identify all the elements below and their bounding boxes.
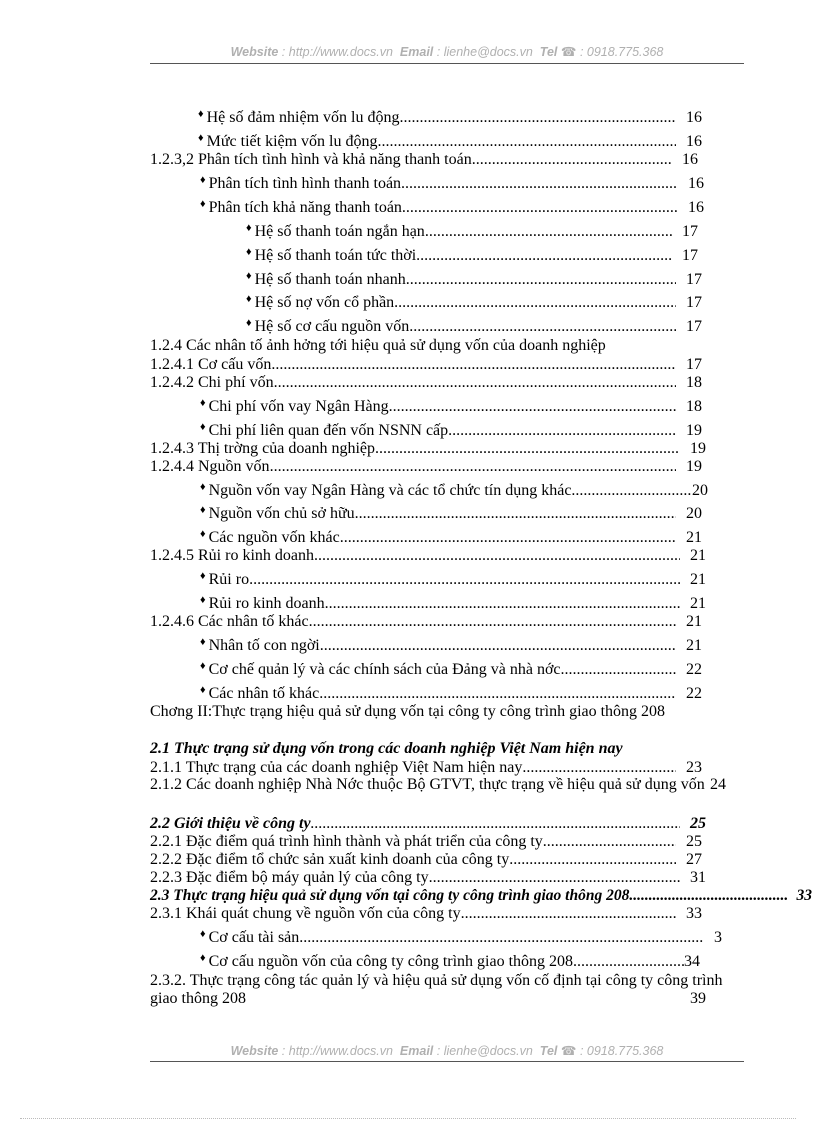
page-number: 18 [686,374,702,391]
toc-row[interactable]: ♦ Hệ số đảm nhiệm vốn lu động ..... 16 [198,108,702,129]
email-address[interactable]: : lienhe@docs.vn [436,1044,533,1058]
toc-row[interactable]: 1.2.4.6 Các nhân tố khác ..... 21 [150,612,702,632]
toc-row[interactable]: 1.2.3,2 Phân tích tình hình và khả năng thanh toán ..... 16 [150,150,698,170]
page-number: 17 [686,318,702,335]
toc-row[interactable]: ♦ Hệ số thanh toán ngắn hạn ..... 17 [246,222,698,243]
toc-row[interactable]: 2.3.1 Khái quát chung về nguồn vốn của công ty ..... 33 [150,904,702,924]
page-number: 23 [686,759,702,776]
email-label: Email [399,45,434,59]
page-number: 17 [686,356,702,373]
diamond-bullet-icon: ♦ [200,504,206,516]
page-number: 33 [686,905,702,922]
toc-row[interactable]: ♦ Rủi ro ..... 21 [200,570,706,591]
toc-row[interactable]: ♦ Các nguồn vốn khác ..... 21 [200,528,702,549]
diamond-bullet-icon: ♦ [246,270,252,282]
toc-row[interactable]: 2.2 Giới thiệu về công ty ..... 25 [150,814,706,834]
page-number: 21 [686,529,702,546]
website-label: Website [230,45,279,59]
diamond-bullet-icon: ♦ [200,660,206,672]
toc-row[interactable]: 2.2.2 Đặc điểm tổ chức sản xuất kinh doanh của công ty ..... 27 [150,850,702,870]
toc-row-wrapped[interactable]: 2.1.2 Các doanh nghiệp Nhà Nớc thuộc Bộ GTVT, thực trạng về hiệu quả sử dụng vốn 24 [150,776,726,793]
phone-icon: ☎ [560,45,577,59]
toc-row[interactable]: 1.2.4.3 Thị trờng của doanh nghiệp ..... 19 [150,439,706,459]
diamond-bullet-icon: ♦ [246,293,252,305]
diamond-bullet-icon: ♦ [200,397,206,409]
toc-row[interactable]: 1.2.4.1 Cơ cấu vốn ..... 17 [150,355,702,375]
toc-row[interactable]: ♦ Cơ cấu tài sản ..... 3 [200,928,722,949]
page-number: 17 [686,294,702,311]
tel-label: Tel [539,1044,558,1058]
toc-row[interactable]: ♦ Hệ số thanh toán tức thời ..... 17 [246,246,698,267]
page-number: 31 [690,869,706,886]
toc-row[interactable]: 2.2.3 Đặc điểm bộ máy quản lý của công ty ..... 31 [150,868,706,888]
diamond-bullet-icon: ♦ [198,132,204,144]
tel-label: Tel [539,45,558,59]
page-number: 17 [682,247,698,264]
page-number: 3 [714,929,722,946]
diamond-bullet-icon: ♦ [200,421,206,433]
toc-row[interactable]: ♦ Phân tích tình hình thanh toán ..... 16 [200,174,704,195]
page-header [150,44,744,59]
tel-number: : 0918.775.368 [579,1044,664,1058]
toc-row[interactable]: 2.3 Thực trạng hiệu quả sử dụng vốn tại công ty công trình giao thông 208 ..... 33 [150,886,812,906]
toc-row[interactable]: ♦ Hệ số thanh toán nhanh ..... 17 [246,270,702,291]
toc-row[interactable]: 1.2.4.2 Chi phí vốn ..... 18 [150,373,702,393]
page-footer [150,1043,744,1058]
page-number: 19 [686,458,702,475]
page-number: 24 [710,776,726,793]
toc-row[interactable]: ♦ Phân tích khả năng thanh toán ..... 16 [200,198,704,219]
diamond-bullet-icon: ♦ [200,952,206,964]
toc-row[interactable]: 2.1.1 Thực trạng của các doanh nghiệp Việt Nam hiện nay ..... 23 [150,758,702,778]
page-number: 16 [686,109,702,126]
email-label: Email [399,1044,434,1058]
footer-rule [150,1061,744,1062]
diamond-bullet-icon: ♦ [200,684,206,696]
toc-row[interactable]: ♦ Hệ số cơ cấu nguồn vốn ..... 17 [246,317,702,338]
diamond-bullet-icon: ♦ [200,198,206,210]
toc-row[interactable]: ♦ Cơ cấu nguồn vốn của công ty công trình giao thông 208 ..... 34 [200,952,700,973]
toc-row[interactable]: 1.2.4.5 Rủi ro kinh doanh ..... 21 [150,546,706,566]
website-label: Website [230,1044,279,1058]
diamond-bullet-icon: ♦ [200,528,206,540]
toc-heading[interactable]: 2.1 Thực trạng sử dụng vốn trong các doanh nghiệp Việt Nam hiện nay [150,740,623,757]
email-address[interactable]: : lienhe@docs.vn [436,45,533,59]
toc-row[interactable]: ♦ Các nhân tố khác ..... 22 [200,684,702,705]
diamond-bullet-icon: ♦ [246,246,252,258]
toc-row[interactable]: ♦ Chi phí vốn vay Ngân Hàng ..... 18 [200,397,702,418]
diamond-bullet-icon: ♦ [246,317,252,329]
chapter-title[interactable]: Chơng II:Thực trạng hiệu quả sử dụng vốn tại công ty công trình giao thông 208 [150,703,666,720]
diamond-bullet-icon: ♦ [200,928,206,940]
page-number: 19 [690,440,706,457]
toc-row[interactable]: ♦ Chi phí liên quan đến vốn NSNN cấp ..... 19 [200,421,702,442]
diamond-bullet-icon: ♦ [200,636,206,648]
tel-number: : 0918.775.368 [579,45,664,59]
page-number: 20 [686,505,702,522]
diamond-bullet-icon: ♦ [200,570,206,582]
page-number: 22 [686,685,702,702]
toc-row[interactable]: ♦ Nhân tố con ngời ..... 21 [200,636,702,657]
page-number: 21 [690,547,706,564]
page-number: 16 [688,199,704,216]
page-number: 21 [690,595,706,612]
page-number: 20 [692,482,708,499]
page-number: 18 [686,398,702,415]
page-number: 19 [686,422,702,439]
page-number: 17 [682,223,698,240]
page-number: 39 [690,990,706,1007]
header-rule [150,63,744,64]
toc-row[interactable]: ♦ Nguồn vốn vay Ngân Hàng và các tổ chức tín dụng khác ..... 20 [200,481,708,502]
page-number: 25 [686,833,702,850]
toc-row[interactable]: ♦ Rủi ro kinh doanh ..... 21 [200,594,706,615]
page-number: 16 [688,175,704,192]
toc-row[interactable]: ♦ Cơ chế quản lý và các chính sách của Đảng và nhà nớc ..... 22 [200,660,702,681]
toc-row[interactable]: ♦ Hệ số nợ vốn cổ phần ..... 17 [246,293,702,314]
page-number: 22 [686,661,702,678]
toc-heading[interactable]: 1.2.4 Các nhân tố ảnh hởng tới hiệu quả sử dụng vốn của doanh nghiệp [150,337,606,354]
toc-row[interactable]: ♦ Mức tiết kiệm vốn lu động ..... 16 [198,132,702,153]
page-number: 21 [686,613,702,630]
page-number: 27 [686,851,702,868]
website-url[interactable]: : http://www.docs.vn [281,45,393,59]
toc-row-wrapped[interactable]: 2.3.2. Thực trạng công tác quản lý và hiệu quả sử dụng vốn cố định tại công ty công trình giao thông 208 39 [150,972,723,1007]
page-number: 16 [686,133,702,150]
page-number: 21 [686,637,702,654]
page-number: 34 [684,953,700,970]
page-number: 16 [682,151,698,168]
website-url[interactable]: : http://www.docs.vn [281,1044,393,1058]
page-number: 25 [690,815,706,832]
page-number: 21 [690,571,706,588]
toc-row[interactable]: 1.2.4.4 Nguồn vốn ..... 19 [150,457,702,477]
diamond-bullet-icon: ♦ [200,481,206,493]
diamond-bullet-icon: ♦ [246,222,252,234]
diamond-bullet-icon: ♦ [200,174,206,186]
toc-row[interactable]: 2.2.1 Đặc điểm quá trình hình thành và phát triển của công ty ..... 25 [150,832,702,852]
page-number: 33 [796,887,812,904]
page-number: 17 [686,271,702,288]
toc-row[interactable]: ♦ Nguồn vốn chủ sở hữu ..... 20 [200,504,702,525]
page-edge-dots [20,1118,796,1119]
diamond-bullet-icon: ♦ [198,108,204,120]
diamond-bullet-icon: ♦ [200,594,206,606]
phone-icon: ☎ [560,1044,577,1058]
